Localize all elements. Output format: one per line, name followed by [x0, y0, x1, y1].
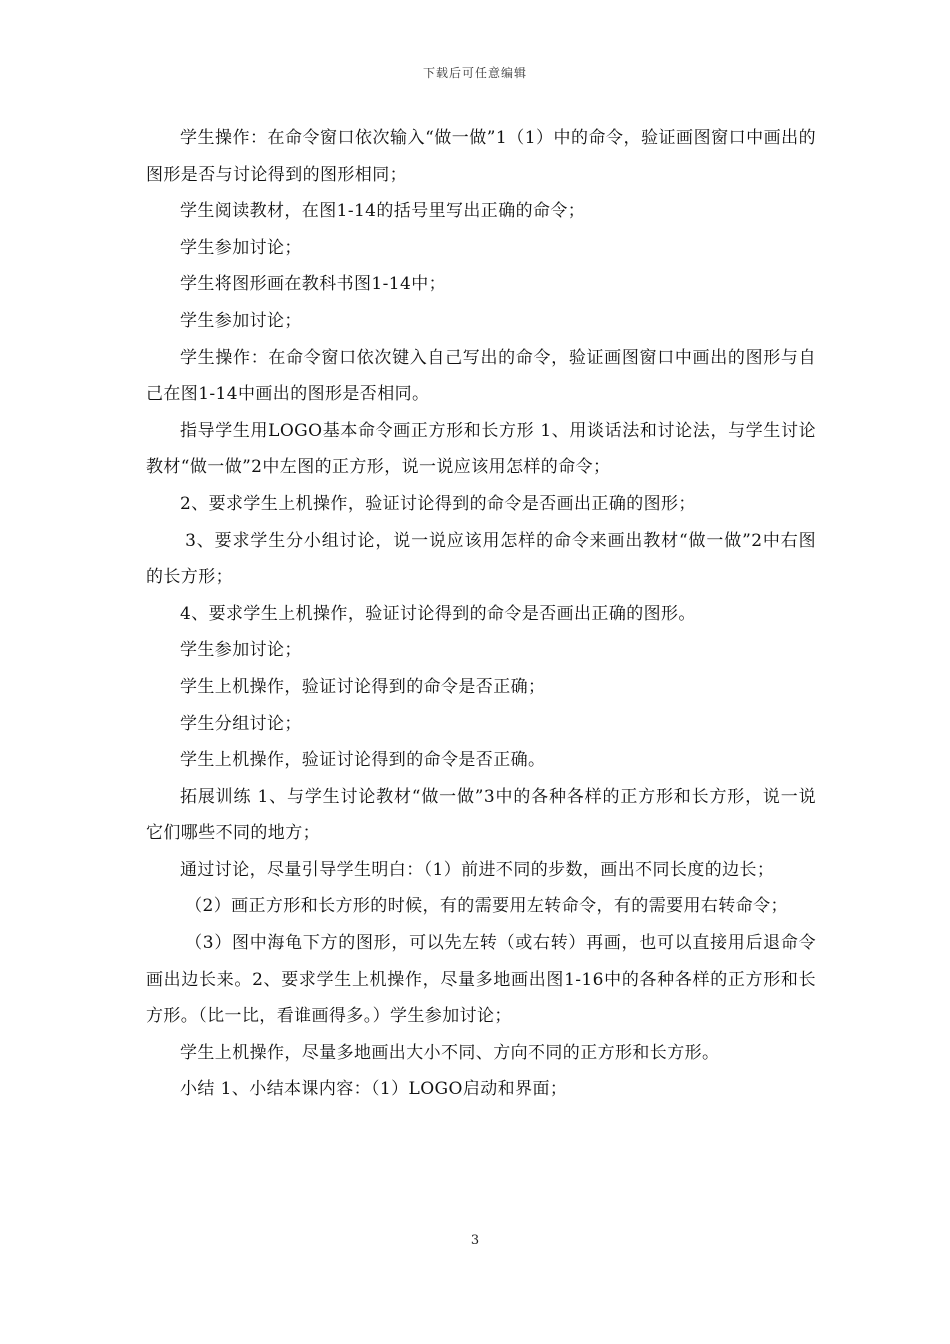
page-number: 3	[470, 1233, 480, 1248]
paragraph-extension-training: 拓展训练 1、与学生讨论教材“做一做”3中的各种各样的正方形和长方形，说一说它们哪些不同的地方；	[146, 786, 816, 844]
paragraph-point-3: （3）图中海龟下方的图形，可以先左转（或右转）再画，也可以直接用后退命令画出边长来。2、要求学生上机操作，尽量多地画出图1-16中的各种各样的正方形和长方形。（比一比，看谁画得多。）学生参加讨论；	[146, 933, 816, 1027]
paragraph-verify-commands-2: 学生上机操作，验证讨论得到的命令是否正确。	[180, 750, 546, 771]
document-body	[146, 120, 816, 1108]
paragraph-step-2: 2、要求学生上机操作，验证讨论得到的命令是否画出正确的图形；	[180, 493, 696, 514]
paragraph-step-3: 3、要求学生分小组讨论，说一说应该用怎样的命令来画出教材“做一做”2中右图的长方形；	[146, 530, 816, 588]
page-header: 下载后可任意编辑	[422, 66, 527, 80]
paragraph-verify-commands-1: 学生上机操作，验证讨论得到的命令是否正确；	[180, 676, 546, 697]
paragraph-point-2: （2）画正方形和长方形的时候，有的需要用左转命令，有的需要用右转命令；	[185, 896, 788, 917]
paragraph-group-discussion: 学生分组讨论；	[180, 713, 302, 734]
paragraph-student-operation-2: 学生操作：在命令窗口依次键入自己写出的命令，验证画图窗口中画出的图形与自己在图1-14中画出的图形是否相同。	[146, 347, 816, 405]
paragraph-step-4: 4、要求学生上机操作，验证讨论得到的命令是否画出正确的图形。	[180, 603, 696, 624]
paragraph-join-discussion-3: 学生参加讨论；	[180, 640, 302, 661]
paragraph-join-discussion-2: 学生参加讨论；	[180, 310, 302, 331]
paragraph-join-discussion-1: 学生参加讨论；	[180, 237, 302, 258]
paragraph-student-operation-1: 学生操作：在命令窗口依次输入“做一做”1（1）中的命令，验证画图窗口中画出的图形是否与讨论得到的图形相同；	[146, 128, 816, 185]
paragraph-guide-understanding: 通过讨论，尽量引导学生明白：（1）前进不同的步数，画出不同长度的边长；	[180, 859, 775, 880]
paragraph-guide-logo-commands: 指导学生用LOGO基本命令画正方形和长方形 1、用谈话法和讨论法，与学生讨论教材“做一做”2中左图的正方形，说一说应该用怎样的命令；	[146, 420, 816, 478]
paragraph-summary: 小结 1、小结本课内容：（1）LOGO启动和界面；	[180, 1079, 568, 1100]
paragraph-draw-many-shapes: 学生上机操作，尽量多地画出大小不同、方向不同的正方形和长方形。	[180, 1042, 720, 1063]
paragraph-draw-in-textbook: 学生将图形画在教科书图1-14中；	[180, 274, 446, 295]
paragraph-read-textbook: 学生阅读教材，在图1-14的括号里写出正确的命令；	[180, 201, 586, 222]
